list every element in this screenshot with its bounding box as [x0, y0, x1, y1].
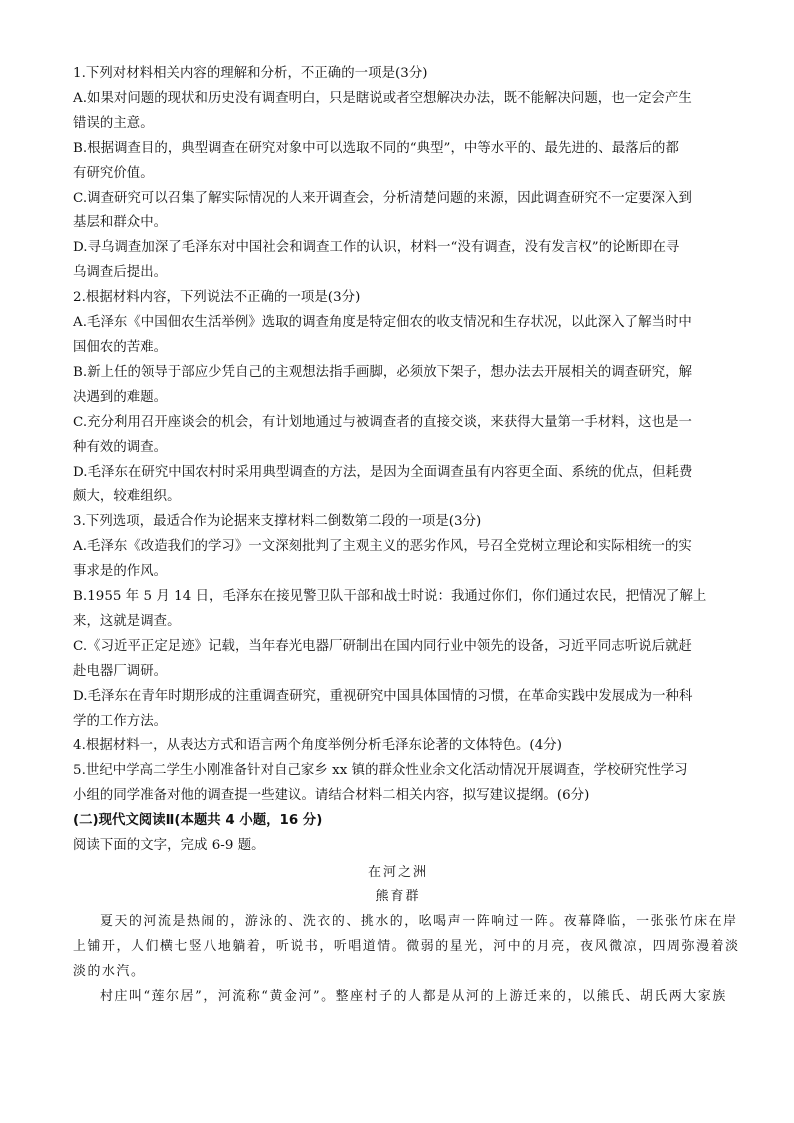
question-4-stem: 4.根据材料一，从表达方式和语言两个角度举例分析毛泽东论著的文体特色。(4分) — [73, 738, 562, 754]
question-2 — [73, 286, 723, 510]
question-2-stem: 2.根据材料内容，下列说法不正确的一项是(3分) — [73, 290, 361, 306]
passage-line: 淡的水汽。 — [73, 964, 146, 979]
question-1-option-a-cont: 错误的主意。 — [73, 115, 154, 131]
question-1-option-c-cont: 基层和群众中。 — [73, 215, 168, 231]
question-2-option-a-cont: 国佃农的苦难。 — [73, 339, 168, 355]
question-1-option-b: B.根据调查目的，典型调查在研究对象中可以选取不同的“典型”，中等水平的、最先进的、最落后的都 — [73, 140, 679, 156]
question-5 — [73, 759, 723, 809]
passage-line: 村庄叫“莲尔居”，河流称“黄金河”。整座村子的人都是从河的上游迁来的，以熊氏、胡氏两大家族 — [100, 989, 727, 1004]
question-3-option-b-cont: 来，这就是调查。 — [73, 613, 181, 629]
question-1-option-a: A.如果对问题的现状和历史没有调查明白，只是瞎说或者空想解决办法，既不能解决问题，也一定会产生 — [73, 90, 692, 106]
section-instruction: 阅读下面的文字，完成 6-9 题。 — [73, 838, 265, 854]
question-1-option-d: D.寻乌调查加深了毛泽东对中国社会和调查工作的认识，材料一“没有调查，没有发言权”的论断即在寻 — [73, 240, 680, 256]
document-page — [73, 62, 740, 1009]
question-4 — [73, 734, 723, 759]
question-3-option-c-cont: 赴电器厂调研。 — [73, 663, 168, 679]
passage-line: 上铺开，人们横七竖八地躺着，听说书，听唱道情。微弱的星光，河中的月亮，夜风微凉，四周弥漫着淡 — [73, 939, 740, 954]
question-2-option-d-cont: 颇大，较难组织。 — [73, 489, 181, 505]
question-3-option-a: A.毛泽东《改造我们的学习》一文深刻批判了主观主义的恶劣作风，号召全党树立理论和实际相统一的实 — [73, 539, 692, 555]
question-1-option-c: C.调查研究可以召集了解实际情况的人来开调查会，分析清楚问题的来源，因此调查研究不一定要深入到 — [73, 190, 692, 206]
passage-line: 夏天的河流是热闹的，游泳的、洗衣的、挑水的，吆喝声一阵响过一阵。夜幕降临，一张张竹床在岸 — [100, 914, 738, 929]
question-2-option-d: D.毛泽东在研究中国农村时采用典型调查的方法，是因为全面调查虽有内容更全面、系统的优点，但耗费 — [73, 464, 693, 480]
question-2-option-b: B.新上任的领导于部应少凭自己的主观想法指手画脚，必须放下架子，想办法去开展相关的调查研究，解 — [73, 364, 693, 380]
question-1-option-b-cont: 有研究价值。 — [73, 165, 154, 181]
passage-author: 熊育群 — [375, 889, 421, 904]
passage-paragraph-1 — [73, 909, 740, 984]
question-3-option-d-cont: 学的工作方法。 — [73, 713, 168, 729]
question-2-option-a: A.毛泽东《中国佃农生活举例》选取的调查角度是特定佃农的收支情况和生存状况，以此深入了解当时中 — [73, 315, 692, 331]
question-3-stem: 3.下列选项，最适合作为论据来支撑材料二倒数第二段的一项是(3分) — [73, 514, 482, 530]
question-3-option-b: B.1955 年 5 月 14 日，毛泽东在接见警卫队干部和战士时说：我通过你们，你们通过农民，把情况了解上 — [73, 589, 707, 605]
question-3-option-a-cont: 事求是的作风。 — [73, 564, 168, 580]
question-2-option-c: C.充分利用召开座谈会的机会，有计划地通过与被调查者的直接交谈，来获得大量第一手材料，这也是一 — [73, 414, 692, 430]
question-3-option-c: C.《习近平正定足迹》记载，当年春光电器厂研制出在国内同行业中领先的设备，习近平同志听说后就赶 — [73, 638, 692, 654]
question-1-option-d-cont: 乌调查后提出。 — [73, 265, 168, 281]
question-1 — [73, 62, 723, 286]
question-2-option-b-cont: 决遇到的难题。 — [73, 389, 168, 405]
question-3-option-d: D.毛泽东在青年时期形成的注重调查研究，重视研究中国具体国情的习惯，在革命实践中发展成为一种科 — [73, 688, 693, 704]
question-3 — [73, 510, 723, 734]
question-1-stem: 1.下列对材料相关内容的理解和分析，不正确的一项是(3分) — [73, 66, 428, 81]
question-5-stem: 5.世纪中学高二学生小刚准备针对自己家乡 xx 镇的群众性业余文化活动情况开展调查，学校研究性学习 — [73, 763, 688, 779]
passage-title: 在河之洲 — [367, 865, 428, 880]
passage-paragraph-2 — [73, 984, 727, 1009]
question-5-stem-cont: 小组的同学准备对他的调查提一些建议。请结合材料二相关内容，拟写建议提纲。(6分) — [73, 788, 590, 804]
question-2-option-c-cont: 种有效的调查。 — [73, 439, 168, 455]
section-heading: (二)现代文阅读Ⅱ(本题共 4 小题，16 分) — [73, 813, 323, 829]
